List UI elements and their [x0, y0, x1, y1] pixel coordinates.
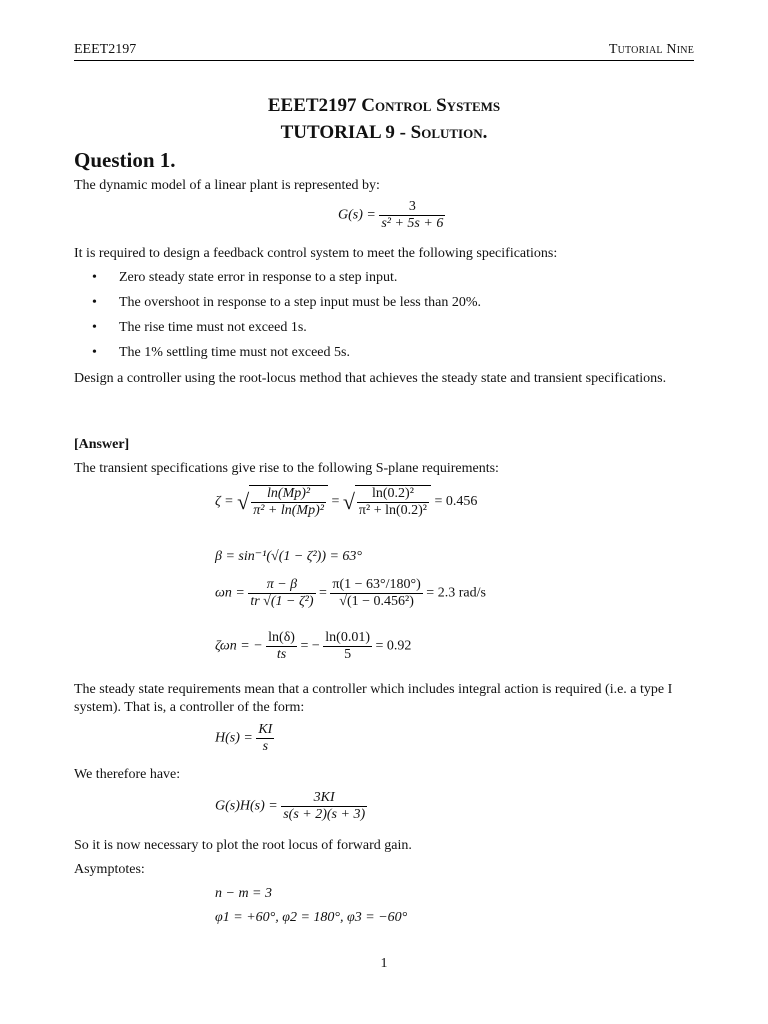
- zeta-num1: ln(Mp)²: [267, 486, 311, 501]
- spec-item: The 1% settling time must not exceed 5s.: [119, 345, 350, 360]
- controller-den: s: [256, 738, 274, 755]
- omega-lhs: ωn =: [215, 585, 245, 601]
- omega-den1: tr √(1 − ζ²): [250, 594, 314, 609]
- open-loop-equation: [215, 790, 367, 823]
- open-loop-num: 3KI: [313, 790, 335, 805]
- zeta-equation: ζ = √ $\frac{\text{ln(Mp)²}}{\text{π² + ln(Mp)²}}$ = √ $\frac{\text{ln(0.2)²}}{\text{π² + ln(0.2)²}}$ = 0.456: [215, 486, 478, 518]
- plant-lhs: G(s) =: [338, 207, 376, 223]
- bullet-icon: •: [92, 320, 97, 335]
- spec-item: The rise time must not exceed 1s.: [119, 320, 307, 335]
- plant-equation: [338, 199, 445, 232]
- open-loop-lhs: G(s)H(s) =: [215, 798, 278, 814]
- steady-state-text: The steady state requirements mean that a controller which includes integral action is required (i.e. a type I system). That is, a controller of the form:: [74, 682, 673, 715]
- beta-equation: β = sin⁻¹(√(1 − ζ²)) = 63°: [215, 549, 363, 564]
- controller-num: KI: [258, 722, 273, 737]
- zo-result: = 0.92: [375, 638, 412, 654]
- bullet-icon: •: [92, 270, 97, 285]
- bullet-icon: •: [92, 295, 97, 310]
- plant-den: s² + 5s + 6: [381, 216, 444, 231]
- zo-num2: ln(0.01): [325, 630, 370, 645]
- plot-text: So it is now necessary to plot the root locus of forward gain.: [74, 838, 412, 853]
- zeta-den2: π² + ln(0.2)²: [358, 503, 427, 518]
- zeta-omega-equation: [215, 630, 411, 663]
- question-heading: Question 1.: [74, 148, 176, 172]
- transient-intro: The transient specifications give rise to the following S-plane requirements:: [74, 461, 499, 476]
- header-rule: [74, 60, 694, 61]
- zeta-result: = 0.456: [434, 494, 478, 510]
- open-loop-den: s(s + 2)(s + 3): [283, 807, 366, 822]
- bullet-icon: •: [92, 345, 97, 360]
- spec-item: Zero steady state error in response to a step input.: [119, 270, 398, 285]
- zo-mid: = −: [300, 638, 320, 654]
- omega-num2: π(1 − 63°/180°): [332, 577, 421, 592]
- page-title: EEET2197 Control Systems: [267, 95, 501, 116]
- zeta-lhs: ζ =: [215, 494, 234, 510]
- controller-equation: [215, 722, 274, 755]
- zo-num1: ln(δ): [268, 630, 295, 645]
- question-intro: The dynamic model of a linear plant is represented by:: [74, 178, 380, 193]
- omega-den2: √(1 − 0.456²): [330, 593, 422, 610]
- zo-den1: ts: [266, 646, 297, 663]
- page-subtitle: TUTORIAL 9 - Solution.: [280, 122, 488, 143]
- answer-label: [Answer]: [74, 437, 130, 452]
- n-minus-m-equation: n − m = 3: [215, 886, 273, 901]
- asymptotes-label: Asymptotes:: [74, 862, 145, 877]
- zeta-num2: ln(0.2)²: [372, 486, 414, 501]
- zo-den2: 5: [323, 646, 372, 663]
- zo-lhs: ζωn = −: [215, 638, 263, 654]
- spec-intro: It is required to design a feedback control system to meet the following specifications:: [74, 246, 558, 261]
- spec-item: The overshoot in response to a step input must be less than 20%.: [119, 295, 481, 310]
- header-tutorial-label: Tutorial Nine: [608, 42, 694, 57]
- plant-num: 3: [408, 199, 416, 214]
- controller-lhs: H(s) =: [215, 730, 253, 746]
- omega-result: = 2.3 rad/s: [426, 585, 486, 601]
- zeta-den1: π² + ln(Mp)²: [253, 503, 324, 518]
- header-course-code: EEET2197: [74, 42, 137, 57]
- asymptote-angles-equation: φ1 = +60°, φ2 = 180°, φ3 = −60°: [215, 910, 408, 925]
- page-number: 1: [380, 956, 388, 971]
- therefore-text: We therefore have:: [74, 767, 181, 782]
- sqrt-icon: √: [342, 489, 355, 514]
- sqrt-icon: √: [237, 489, 250, 514]
- omega-equation: ωn = $\frac{\pi - \beta}{\text{tr √(1 − ζ²)}}$ = $\frac{\pi(1 - 63^\circ/180^\circ)}{\text{√(1 − 0.456²)}}$ = 2.3 rad/s: [215, 577, 486, 609]
- omega-num1: π − β: [266, 577, 298, 592]
- question-task: Design a controller using the root-locus method that achieves the steady state and transient specifications.: [74, 371, 667, 386]
